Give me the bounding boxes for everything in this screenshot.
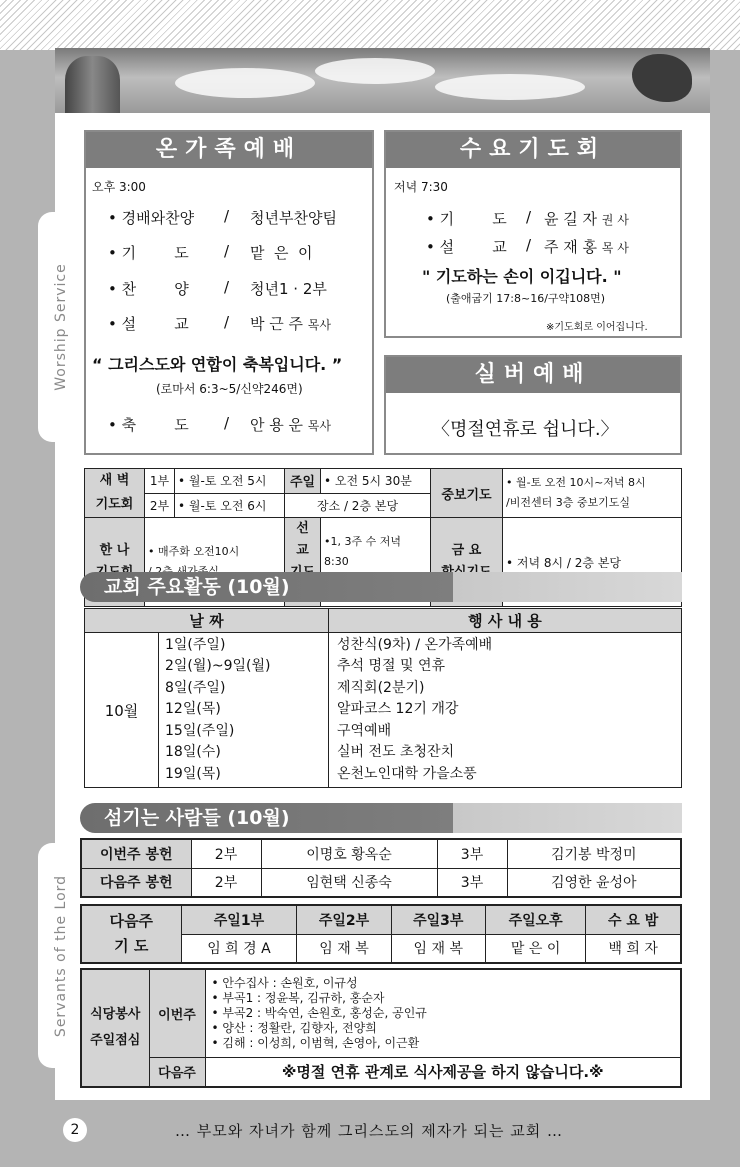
family-worship-name: 맡 은 이	[250, 244, 313, 262]
activities-events	[329, 633, 682, 788]
silver-worship-note: 〈명절연휴로 쉽니다.〉	[432, 419, 619, 440]
separator: /	[224, 207, 230, 225]
meal-next-week-note: ※명절 연휴 관계로 식사제공을 하지 않습니다.※	[205, 1057, 681, 1087]
table-cell: 3부	[437, 839, 507, 868]
table-cell: 김기봉 박정미	[507, 839, 681, 868]
table-header: 주일3부	[391, 905, 485, 934]
activities-dates	[159, 633, 329, 788]
list-item: • 안수집사 : 손원호, 이규성	[211, 975, 358, 990]
mission-prayer-info: •1, 3주 수 저녁 8:30	[321, 518, 431, 607]
footer	[55, 1110, 710, 1150]
wed-prayer-note: ※기도회로 이어집니다.	[546, 322, 648, 333]
list-item: 알파코스 12기 개강	[337, 701, 459, 718]
table-cell: 임 재 복	[391, 934, 485, 963]
wed-prayer-time: 저녁 7:30	[394, 180, 448, 194]
family-worship-row: • 설 교	[108, 315, 189, 333]
servants-section-title: 섬기는 사람들 (10월)	[80, 803, 682, 833]
dawn-part-2: 2부	[145, 493, 175, 518]
prayer-duty-label: 다음주 기 도	[81, 905, 181, 963]
mission-prayer-label: 선 교	[285, 518, 321, 607]
side-tab-worship	[38, 212, 84, 442]
list-item: 성찬식(9차) / 온가족예배	[337, 636, 493, 653]
family-worship-row: • 경배와찬양	[108, 209, 195, 227]
wed-prayer-row: • 기 도	[426, 210, 507, 228]
table-cell: 2부	[191, 839, 261, 868]
family-worship-name: 안 용 운 목사	[250, 416, 331, 434]
meal-next-week-label: 다음주	[149, 1057, 205, 1087]
list-item: 구역예배	[337, 722, 392, 739]
family-worship-box	[84, 130, 374, 455]
activities-month: 10월	[85, 633, 159, 788]
list-item: 8일(주일)	[165, 679, 226, 696]
family-worship-row: • 축 도	[108, 416, 189, 434]
list-item: • 양산 : 정활란, 김향자, 전양희	[211, 1020, 377, 1035]
family-worship-name: 박 근 주 목사	[250, 315, 331, 333]
side-tab-servants	[38, 843, 84, 1068]
table-header: 수 요 밤	[586, 905, 681, 934]
table-cell: 김영한 윤성아	[507, 868, 681, 897]
separator: /	[526, 208, 532, 226]
list-item: • 부곡1 : 정윤복, 김규하, 홍순자	[211, 990, 385, 1005]
page-number: 2	[63, 1118, 87, 1142]
list-item: 12일(목)	[165, 701, 221, 718]
silver-worship-box	[384, 355, 682, 455]
list-item: 제직회(2분기)	[337, 679, 425, 696]
top-hatch-pattern	[0, 0, 740, 50]
wed-prayer-scripture: (출애굽기 17:8~16/구약108면)	[446, 292, 606, 305]
family-worship-sermon-title: “ 그리스도와 연합이 축복입니다. ”	[92, 355, 343, 374]
side-tab-servants-label: Servants of the Lord	[53, 874, 69, 1037]
table-cell: 2부	[191, 868, 261, 897]
list-item: • 김해 : 이성희, 이범혁, 손영아, 이근환	[211, 1035, 420, 1050]
list-item: 1일(주일)	[165, 636, 226, 653]
separator: /	[224, 278, 230, 296]
table-cell: 3부	[437, 868, 507, 897]
offering-this-week-label: 이번주 봉헌	[81, 839, 191, 868]
list-item: 2일(월)~9일(월)	[165, 658, 271, 675]
hana-prayer-info: • 매주화 오전10시	[145, 518, 285, 607]
activities-head-date: 날 짜	[85, 609, 329, 633]
family-worship-title: 온가족예배	[86, 132, 372, 168]
dawn-prayer-label: 새 벽 기도회	[85, 469, 145, 518]
list-item: 19일(목)	[165, 765, 221, 782]
dawn-time-2: • 월-토 오전 6시	[175, 493, 285, 518]
dawn-time-1: • 월-토 오전 5시	[175, 469, 285, 494]
separator: /	[224, 414, 230, 432]
friday-prayer-info: • 저녁 8시 / 2층 본당	[503, 518, 682, 607]
family-worship-name: 청년1 · 2부	[250, 280, 327, 298]
building-image	[65, 56, 120, 113]
activities-head-event: 행 사 내 용	[329, 609, 682, 633]
intercession-label: 중보기도	[431, 469, 503, 518]
wed-prayer-box	[384, 130, 682, 338]
activities-table	[84, 608, 682, 788]
meal-service-table	[80, 968, 682, 1088]
separator: /	[526, 236, 532, 254]
offering-table	[80, 838, 682, 898]
table-cell: 임 희 경 A	[181, 934, 297, 963]
table-header: 주일오후	[485, 905, 585, 934]
silver-worship-title: 실버예배	[386, 357, 680, 393]
table-cell: 임 재 복	[297, 934, 391, 963]
list-item: 추석 명절 및 연휴	[337, 658, 446, 675]
table-cell: 맡 은 이	[485, 934, 585, 963]
wed-prayer-name: 주 재 홍 목 사	[544, 238, 629, 256]
separator: /	[224, 313, 230, 331]
header-banner-image	[55, 48, 710, 113]
wed-prayer-row: • 설 교	[426, 238, 507, 256]
list-item: 18일(수)	[165, 744, 221, 761]
activities-section-title: 교회 주요활동 (10월)	[80, 572, 682, 602]
sunday-prayer-place: 장소 / 2층 본당	[285, 493, 431, 518]
meal-service-label: 식당봉사 주일점심	[81, 969, 149, 1087]
family-worship-time: 오후 3:00	[92, 180, 146, 194]
church-motto: … 부모와 자녀가 함께 그리스도의 제자가 되는 교회 …	[175, 1122, 563, 1140]
meal-this-week-label: 이번주	[149, 969, 205, 1057]
prayer-duty-table	[80, 904, 682, 964]
table-cell: 백 희 자	[586, 934, 681, 963]
family-worship-scripture: (로마서 6:3~5/신약246면)	[156, 382, 303, 396]
wed-prayer-name: 윤 길 자 권 사	[544, 210, 629, 228]
separator: /	[224, 242, 230, 260]
intercession-info: • 월-토 오전 10시~저녁 8시 /비전센터 3층 중보기도실	[503, 469, 682, 518]
friday-prayer-label: 금 요	[431, 518, 503, 607]
table-cell: 임현택 신종숙	[261, 868, 437, 897]
hana-prayer-label: 한 나	[85, 518, 145, 607]
wed-prayer-title: 수요기도회	[386, 132, 680, 168]
table-cell: 이명호 황옥순	[261, 839, 437, 868]
list-item: 실버 전도 초청잔치	[337, 744, 455, 761]
map-image	[632, 54, 692, 102]
meal-this-week-list	[205, 969, 681, 1057]
sunday-prayer-label: 주일	[285, 469, 321, 494]
wed-prayer-sermon-title: " 기도하는 손이 이깁니다. "	[422, 267, 622, 286]
family-worship-row: • 찬 양	[108, 280, 189, 298]
list-item: • 부곡2 : 박숙연, 손원호, 홍성순, 공인규	[211, 1005, 427, 1020]
sunday-prayer-time: • 오전 5시 30분	[321, 469, 431, 494]
family-worship-row: • 기 도	[108, 244, 189, 262]
dawn-part-1: 1부	[145, 469, 175, 494]
family-worship-name: 청년부찬양팀	[250, 209, 337, 227]
table-header: 주일1부	[181, 905, 297, 934]
side-tab-worship-label: Worship Service	[53, 263, 69, 391]
table-header: 주일2부	[297, 905, 391, 934]
list-item: 15일(주일)	[165, 722, 235, 739]
list-item: 온천노인대학 가을소풍	[337, 765, 477, 782]
offering-next-week-label: 다음주 봉헌	[81, 868, 191, 897]
